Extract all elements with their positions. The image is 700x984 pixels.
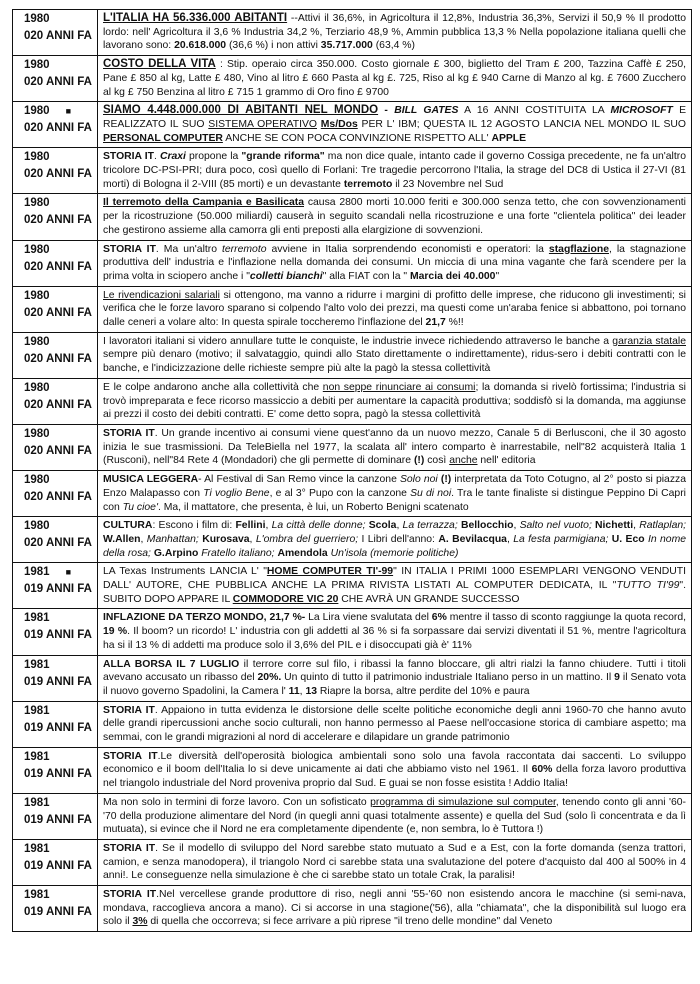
timeline-row	[13, 424, 692, 470]
text-segment: Manhattan;	[146, 533, 199, 545]
text-segment: In nome della rosa;	[103, 533, 687, 559]
text-segment: ma non dice quale, intanto cade il governo Cossiga precedente, ne fa un'altro tricolore DC-PSI-PRI; dura poco, così quello di Forlani: Tre tragedie percorrono l'Italia, la strage del DC8 di Ustica il 27-VI (81 morti) di Bologna il 2-VIII (85 morti) e un devastante	[103, 151, 686, 190]
entry-text-cell	[98, 701, 692, 747]
entry-paragraph	[103, 12, 686, 53]
year-text: 1981	[24, 889, 50, 902]
years-ago-label: 020 ANNI FA	[24, 352, 92, 365]
text-segment: MICROSOFT	[610, 105, 673, 117]
text-segment: A. Bevilacqua	[438, 533, 507, 545]
years-ago-label: 020 ANNI FA	[24, 214, 92, 227]
entry-paragraph	[103, 243, 686, 284]
text-segment: .Le diversità dell'operosità biologica ambientali sono solo una favola raccontata dai saccenti. Lo sviluppo economico e il boom dell'Italia lo si deve unicamente ai dati che abbiamo visto nel 1961. Il	[103, 750, 686, 776]
text-segment: Salto nel vuoto;	[519, 520, 592, 532]
entry-text-cell	[98, 793, 692, 839]
timeline-row	[13, 471, 692, 517]
entry-paragraph	[103, 519, 686, 560]
text-segment: propone la	[185, 151, 242, 163]
year-text: 1980	[24, 335, 50, 348]
year-text: 1980	[24, 151, 50, 164]
text-segment: APPLE	[491, 132, 527, 144]
date-cell	[13, 286, 98, 332]
text-segment: L'ombra del guerriero;	[255, 533, 359, 545]
text-segment: terremoto	[222, 243, 267, 255]
year-text: 1981	[24, 612, 50, 625]
text-segment: : Escono i film di:	[152, 520, 236, 532]
entry-paragraph	[103, 842, 686, 883]
text-segment: non seppe rinunciare ai consumi	[322, 381, 476, 393]
year-text: 1980	[24, 474, 50, 487]
text-segment: U. Eco	[611, 533, 645, 545]
text-segment: L'ITALIA HA 56.336.000 ABITANTI	[103, 12, 288, 24]
timeline-row	[13, 793, 692, 839]
text-segment: . Tra le tante finaliste si distingue Peppino Di Capri con	[103, 487, 686, 513]
text-segment: La terrazza;	[402, 520, 458, 532]
years-ago-label: 019 ANNI FA	[24, 583, 92, 596]
text-segment: nell' editoria	[477, 455, 536, 467]
text-segment: BILL GATES	[394, 105, 459, 117]
text-segment: A 16 ANNI COSTITUITA LA	[458, 105, 611, 117]
text-segment: il 23 Novembre nel Sud	[392, 178, 504, 190]
text-segment: I lavoratori italiani si videro annullare tutte le conquiste, le industrie invece richiedendo attraverso le banche a	[103, 335, 613, 347]
entry-paragraph	[103, 196, 686, 237]
entry-text-cell	[98, 655, 692, 701]
timeline-row	[13, 839, 692, 885]
text-segment: Ratlaplan;	[639, 520, 687, 532]
date-cell	[13, 194, 98, 240]
date-cell	[13, 839, 98, 885]
text-segment: STORIA IT	[103, 842, 156, 854]
entry-text-cell	[98, 332, 692, 378]
entry-text-cell	[98, 517, 692, 563]
text-segment: ,	[299, 685, 306, 697]
text-segment: ,	[265, 520, 272, 532]
years-ago-label: 020 ANNI FA	[24, 76, 92, 89]
year-label	[18, 519, 92, 534]
entry-paragraph	[103, 658, 686, 699]
entry-text-cell	[98, 102, 692, 148]
date-cell	[13, 701, 98, 747]
year-label	[18, 750, 92, 765]
text-segment: Nichetti	[595, 520, 634, 532]
years-ago-label: 019 ANNI FA	[24, 721, 92, 734]
year-label	[18, 196, 92, 211]
timeline-row	[13, 148, 692, 194]
text-segment: interpretata da Toto Cotugno, al 2° posto si piazza Enzo Malapasso con	[103, 474, 687, 499]
date-cell	[13, 332, 98, 378]
entry-paragraph	[103, 104, 686, 145]
text-segment: . Un grande incentivo ai consumi viene quest'anno da un nuovo mezzo, Canale 5 di Berlusconi, che il 30 agosto inizia le sue trasmissioni. Da TeleBiella nel 1977, la scalata all' intero comparto è inarrestabile, nell"82 acquisterà Italia 1 (Rusconi), nell"84 Rete 4 (Mondadori) che gli permette di dominare	[103, 427, 686, 467]
text-segment: . Ma, il mattatore, che presenta, è lui, un Roberto Benigni scatenato	[157, 501, 469, 513]
text-segment: ". SUBITO DOPO APPARE IL	[103, 580, 686, 605]
year-label	[18, 289, 92, 304]
timeline-row	[13, 194, 692, 240]
year-label	[18, 796, 92, 811]
text-segment: STORIA IT	[103, 427, 155, 439]
entry-text-cell	[98, 424, 692, 470]
year-label	[18, 58, 92, 73]
text-segment: 3%	[132, 916, 148, 928]
text-segment: , e al 3° Pupo con la canzone	[269, 487, 411, 499]
year-label	[18, 335, 92, 350]
text-segment: colletti bianchi	[249, 270, 323, 282]
text-segment: ANCHE SE CON POCA CONVINZIONE RISPETTO ALL'	[222, 132, 492, 144]
timeline-row	[13, 609, 692, 655]
timeline-row	[13, 102, 692, 148]
text-segment: anche	[449, 455, 478, 467]
entry-paragraph	[103, 611, 686, 652]
entry-paragraph	[103, 427, 686, 468]
year-label	[18, 611, 92, 626]
timeline-body	[13, 10, 692, 932]
year-text: 1981	[24, 658, 50, 671]
timeline-row	[13, 240, 692, 286]
entry-text-cell	[98, 56, 692, 102]
text-segment: .Nel vercellese grande produttore di riso, negli anni '55-'60 non esistendo ancora le macchine (si semi-nava, mondava, raccoglieva ancora a mano). Ci si accorse in una stagione('56), alla "chiamata", che la disponibilità sul luogo era solo il	[103, 889, 686, 928]
text-segment: TUTTO TI'99	[616, 580, 680, 592]
years-ago-label: 020 ANNI FA	[24, 260, 92, 273]
entry-text-cell	[98, 10, 692, 56]
years-ago-label: 020 ANNI FA	[24, 444, 92, 457]
year-text: 1980	[24, 59, 50, 72]
entry-paragraph	[103, 750, 686, 791]
years-ago-label: 019 ANNI FA	[24, 859, 92, 872]
text-segment: Fellini	[235, 520, 266, 532]
text-segment: Il terremoto della Campania e Basilicata	[103, 197, 304, 209]
text-segment: G.Arpino	[153, 547, 199, 559]
entry-paragraph	[103, 704, 686, 745]
year-text: 1980	[24, 105, 50, 118]
text-segment: Amendola	[277, 547, 328, 559]
text-segment: SIAMO 4.448.000.000 DI ABITANTI NEL MONDO	[103, 104, 379, 117]
years-ago-label: 019 ANNI FA	[24, 906, 92, 919]
years-ago-label: 019 ANNI FA	[24, 813, 92, 826]
years-ago-label: 020 ANNI FA	[24, 491, 92, 504]
text-segment: La Lira viene svalutata del	[305, 612, 432, 624]
square-marker-icon: ■	[65, 106, 72, 117]
text-segment: garanzia statale	[612, 335, 686, 347]
text-segment: 9	[614, 672, 620, 684]
entry-paragraph	[103, 888, 686, 929]
timeline-row	[13, 10, 692, 56]
entry-paragraph	[103, 565, 686, 606]
document-page	[12, 0, 692, 932]
text-segment: Solo noi	[399, 474, 438, 486]
years-ago-label: 020 ANNI FA	[24, 537, 92, 550]
text-segment: E le colpe andarono anche alla collettività che	[103, 381, 323, 393]
year-label	[18, 12, 92, 27]
entry-text-cell	[98, 747, 692, 793]
text-segment: , la stagnazione produttiva dell' industria e l'inflazione nella domanda dei consumi. Un miccia di una mina vagante che farà scendere per la prima volta in sciopero anche i "	[103, 243, 686, 282]
date-cell	[13, 517, 98, 563]
year-text: 1981	[24, 566, 50, 579]
text-segment: della forza lavoro produttiva nel triangolo industriale del Nord proveniva proprio dal Sud. E guai se non fosse esistita ! Addio Italia!	[103, 764, 686, 790]
text-segment: Kurosava	[202, 533, 250, 545]
entry-paragraph	[103, 796, 686, 837]
text-segment: Ms/Dos	[320, 118, 358, 130]
text-segment: .	[153, 151, 160, 163]
year-label	[18, 381, 92, 396]
entry-paragraph	[103, 473, 686, 514]
text-segment: (63,4 %)	[372, 40, 415, 52]
text-segment: Le rivendicazioni salariali	[103, 289, 220, 301]
text-segment: CHE AVRÀ UN GRANDE SUCCESSO	[338, 593, 520, 605]
year-label	[18, 842, 92, 857]
text-segment: , tenendo conto gli anni '60-'70 della produzione alimentare del Nord (in quegli anni quasi totalmente assente) e quella del Sud (solo lì concentrata e da lì mutuata), si evince che il Nord ne era completamente dipendente (e, non sembra, lo è Tuttora !)	[103, 796, 687, 836]
year-label	[18, 565, 92, 580]
entry-text-cell	[98, 378, 692, 424]
text-segment: terremoto	[343, 178, 393, 190]
date-cell	[13, 56, 98, 102]
text-segment: COSTO DELLA VITA	[103, 58, 216, 71]
text-segment: STORIA IT	[103, 243, 156, 255]
text-segment: I Libri dell'anno:	[358, 533, 439, 545]
date-cell	[13, 10, 98, 56]
year-text: 1980	[24, 197, 50, 210]
text-segment: 60%	[531, 764, 553, 776]
entry-text-cell	[98, 886, 692, 932]
timeline-row	[13, 378, 692, 424]
text-segment: si ottengono, ma vanno a ridurre i margini di profitto delle imprese, che riducono gli investimenti; si verifica che le forze lavoro sparano si colpendo l'alto volo dei prezzi, ma questi come un'araba fenice si abbattono, poi tornano dalle ceneri a volare alto: In questa spirale toccheremo l'inflazione del	[103, 289, 686, 329]
timeline-row	[13, 332, 692, 378]
date-cell	[13, 424, 98, 470]
date-cell	[13, 471, 98, 517]
year-label	[18, 427, 92, 442]
text-segment: (!)	[440, 474, 452, 486]
text-segment: ,	[506, 533, 514, 545]
entry-paragraph	[103, 58, 686, 99]
text-segment: -	[378, 105, 395, 117]
year-label	[18, 150, 92, 165]
years-ago-label: 020 ANNI FA	[24, 122, 92, 135]
entry-text-cell	[98, 609, 692, 655]
entry-paragraph	[103, 289, 686, 330]
text-segment: il terrore corre sul filo, i ribassi la fanno bloccare, gli altri rialzi la fanno chiudere. Tutti i titoli avevano accusato un ribasso del	[103, 658, 686, 684]
text-segment: così	[424, 455, 450, 467]
text-segment: "grande riforma"	[241, 151, 325, 163]
entry-paragraph	[103, 381, 686, 422]
years-ago-label: 020 ANNI FA	[24, 306, 92, 319]
text-segment: Fratello italiano;	[201, 547, 275, 559]
text-segment: STORIA IT	[103, 151, 154, 163]
text-segment: Ti voglio Bene	[203, 487, 270, 499]
text-segment: Marcia dei 40.000	[409, 270, 496, 282]
year-text: 1980	[24, 520, 50, 533]
year-label	[18, 658, 92, 673]
year-text: 1980	[24, 427, 50, 440]
year-text: 1981	[24, 704, 50, 717]
square-marker-icon: ■	[65, 567, 72, 578]
text-segment: ; la domanda si rivelò fortissima; l'industria si trovò impreparata e fece ricorso massiccio a debiti per aumentare la capacità produttiva; soddisfò si la domanda, ma aggiunse ai prezzi il costo dei debiti contratti. E' come detto sopra, pagò la stessa collettività	[103, 381, 686, 421]
text-segment: La festa parmigiana;	[513, 533, 609, 545]
text-segment: il Senato vota il nuovo governo Spadolini, la Camera l'	[103, 672, 686, 697]
text-segment: ,	[396, 520, 403, 532]
text-segment: . Il boom? un ricordo! L' industria con gli addetti al 36 % si fa sorpassare dai servizi diventati il 51 %, mentre l'agricoltura ha si il 13 % di addetti ma produce solo il 3,6% del PIL e i disoccupati già è' 11%	[103, 626, 687, 651]
text-segment: E REALIZZATO IL SUO	[103, 105, 687, 130]
text-segment: 6%	[431, 612, 447, 624]
year-label	[18, 888, 92, 903]
text-segment: (36,6 %) i non attivi	[226, 40, 321, 52]
timeline-row	[13, 655, 692, 701]
entry-text-cell	[98, 563, 692, 609]
timeline-table	[12, 9, 692, 932]
years-ago-label: 019 ANNI FA	[24, 675, 92, 688]
text-segment: SISTEMA OPERATIVO	[208, 118, 317, 130]
text-segment: 35.717.000	[320, 40, 373, 52]
text-segment: Riapre la borsa, altre perdite del 10% e paura	[317, 685, 530, 697]
text-segment: avviene in Italia sorprendendo economisti e operatori: la	[266, 243, 549, 255]
text-segment: STORIA IT	[103, 704, 155, 716]
text-segment: Ma non solo in termini di forze lavoro. Con un sofisticato	[103, 796, 371, 808]
year-text: 1980	[24, 243, 50, 256]
text-segment: STORIA IT	[103, 750, 158, 762]
text-segment: ,	[513, 520, 520, 532]
text-segment: PERSONAL COMPUTER	[103, 132, 223, 144]
year-label	[18, 473, 92, 488]
year-text: 1981	[24, 842, 50, 855]
entry-text-cell	[98, 240, 692, 286]
timeline-row	[13, 517, 692, 563]
text-segment: Un quinto di tutto il patrimonio industriale Italiano perso in un mattino. Il	[281, 672, 615, 684]
text-segment: PER L' IBM; QUESTA IL 12 AGOSTO LANCIA NEL MONDO IL SUO	[357, 118, 687, 130]
years-ago-label: 020 ANNI FA	[24, 168, 92, 181]
text-segment: INFLAZIONE DA TERZO MONDO, 21,7 %-	[103, 612, 306, 624]
date-cell	[13, 609, 98, 655]
text-segment: %!!	[445, 317, 464, 329]
text-segment: Bellocchio	[460, 520, 514, 532]
text-segment: Un'isola (memorie politiche)	[330, 547, 459, 559]
text-segment: " alla FIAT con la "	[322, 270, 410, 282]
date-cell	[13, 886, 98, 932]
text-segment: Scola	[368, 520, 397, 532]
years-ago-label: 020 ANNI FA	[24, 398, 92, 411]
text-segment: HOME COMPUTER TI'-99	[266, 566, 394, 578]
text-segment: - Al Festival di San Remo vince la canzone	[198, 474, 400, 486]
text-segment: 20.618.000	[174, 40, 227, 52]
date-cell	[13, 148, 98, 194]
entry-text-cell	[98, 471, 692, 517]
text-segment: 11	[288, 685, 300, 697]
text-segment: ,	[249, 533, 256, 545]
year-text: 1981	[24, 750, 50, 763]
entry-text-cell	[98, 148, 692, 194]
text-segment: "	[495, 270, 500, 282]
year-label	[18, 104, 92, 119]
text-segment: W.Allen	[103, 533, 141, 545]
text-segment: programma di simulazione sul computer	[370, 796, 556, 808]
text-segment: La città delle donne;	[271, 520, 366, 532]
timeline-row	[13, 886, 692, 932]
text-segment: causa 2800 morti 10.000 feriti e 300.000 senza tetto, che con sovvenzionamenti per la ricostruzione (50.000 miliardi) causerà in seguito scandali nella ricostruzione e una forte "clientela politica" dei leader che gestirono assieme alla camorra gli enti preposti alla elargizione di sovvenzioni.	[103, 197, 686, 236]
entry-text-cell	[98, 839, 692, 885]
entry-text-cell	[98, 194, 692, 240]
text-segment: : Stip. operaio circa 350.000. Costo giornale £ 300, biglietto del Tram £ 200, Tazzina Caffè £ 250, Pane £ 850 al kg, Latte £ 480, Vino al litro £ 660 Pasta al kg £. 725, Riso al kg £ 940 Carne di Manzo al kg. £ 7600 Zucchero al kg £ 750 Benzina al litro £ 715 1 grammo di Oro fino £ 9700	[103, 59, 686, 98]
year-label	[18, 704, 92, 719]
year-text: 1980	[24, 381, 50, 394]
text-segment: Tu cioe'	[122, 501, 158, 513]
text-segment: STORIA IT	[103, 889, 157, 901]
text-segment: 20%.	[257, 672, 282, 684]
date-cell	[13, 240, 98, 286]
date-cell	[13, 102, 98, 148]
text-segment: ALLA BORSA IL 7 LUGLIO	[103, 658, 240, 670]
timeline-row	[13, 56, 692, 102]
timeline-row	[13, 286, 692, 332]
text-segment: 19 %	[103, 626, 128, 638]
text-segment: sempre più denaro (motivo; il salvataggio, quindi allo Stato direttamente o indirettamente), ridus-sero i debiti contratti con le banche, e l'indicizzazione delle richieste sempre più alte la pagò la stessa collettività	[103, 349, 686, 375]
date-cell	[13, 793, 98, 839]
text-segment: CULTURA	[103, 520, 153, 532]
year-text: 1981	[24, 796, 50, 809]
text-segment: MUSICA LEGGERA	[103, 474, 199, 486]
entry-paragraph	[103, 150, 686, 191]
text-segment: ,	[633, 520, 640, 532]
year-label	[18, 243, 92, 258]
years-ago-label: 019 ANNI FA	[24, 767, 92, 780]
text-segment: COMMODORE VIC 20	[232, 593, 339, 605]
text-segment: mentre il tasso di sconto raggiunge la quota record,	[446, 612, 686, 624]
text-segment: . Appaiono in tutta evidenza le distorsione delle scelte politiche economiche degli anni 1960-70 che hanno avuto delle grandi ripercussioni anche socio culturali, non hanno permesso al Paese nell'occasione storica di cambiare aspetto; ma semmai, con le grandi migrazioni al nord di accelerare e dilapidare un grande patrimonio	[103, 704, 686, 744]
timeline-row	[13, 747, 692, 793]
text-segment: --Attivi il 36,6%, in Agricoltura il 12,8%, Industria 36,3%, Servizi il 50,9 % Il prodotto lordo: nell' Agricoltura il 3,6 % Industria 34,2 %, Terziario 48,9 %, Ammin pubblica 13,3 % Nella popolazione italiana quelli che lavorano sono:	[103, 13, 686, 52]
text-segment: . Ma un'altro	[155, 243, 223, 255]
text-segment: (!)	[413, 455, 425, 467]
text-segment: " IN ITALIA I PRIMI 1000 ESEMPLARI VENGONO VENDUTI DALL' AUTORE, CHE PUBBLICA ANCHE LA PRIMA RIVISTA LISTATI AL COMPUTER DEDICATA, IL "	[103, 566, 687, 592]
text-segment: 13	[305, 685, 317, 697]
timeline-row	[13, 563, 692, 609]
text-segment: LA Texas Instruments LANCIA L' "	[103, 566, 267, 578]
entry-paragraph	[103, 335, 686, 376]
year-text: 1980	[24, 13, 50, 25]
date-cell	[13, 747, 98, 793]
text-segment: Craxi	[159, 151, 186, 163]
text-segment: . Se il modello di sviluppo del Nord sarebbe stato mutuato a Sud e a Est, con la forte domanda (senza trattori, camion, e senza manodopera), il triangolo Nord ci sarebbe stata una svalutazione del potere d'acquisto dal 400 al 500% in 4 anni!. Le conseguenze nella simulazione è che ci sarebbe stato un totale Crak, la paralisi!	[103, 842, 686, 882]
text-segment: 21,7	[425, 317, 446, 329]
text-segment: Su di noi	[410, 487, 452, 499]
date-cell	[13, 563, 98, 609]
text-segment: di quella che occorreva; si fece arrivare a più riprese "il treno delle mondine" dal Veneto	[147, 916, 553, 928]
text-segment: ,	[140, 533, 147, 545]
year-text: 1980	[24, 289, 50, 302]
text-segment: stagflazione	[548, 243, 609, 255]
date-cell	[13, 378, 98, 424]
years-ago-label: 019 ANNI FA	[24, 629, 92, 642]
date-cell	[13, 655, 98, 701]
timeline-row	[13, 701, 692, 747]
years-ago-label: 020 ANNI FA	[24, 30, 92, 42]
entry-text-cell	[98, 286, 692, 332]
